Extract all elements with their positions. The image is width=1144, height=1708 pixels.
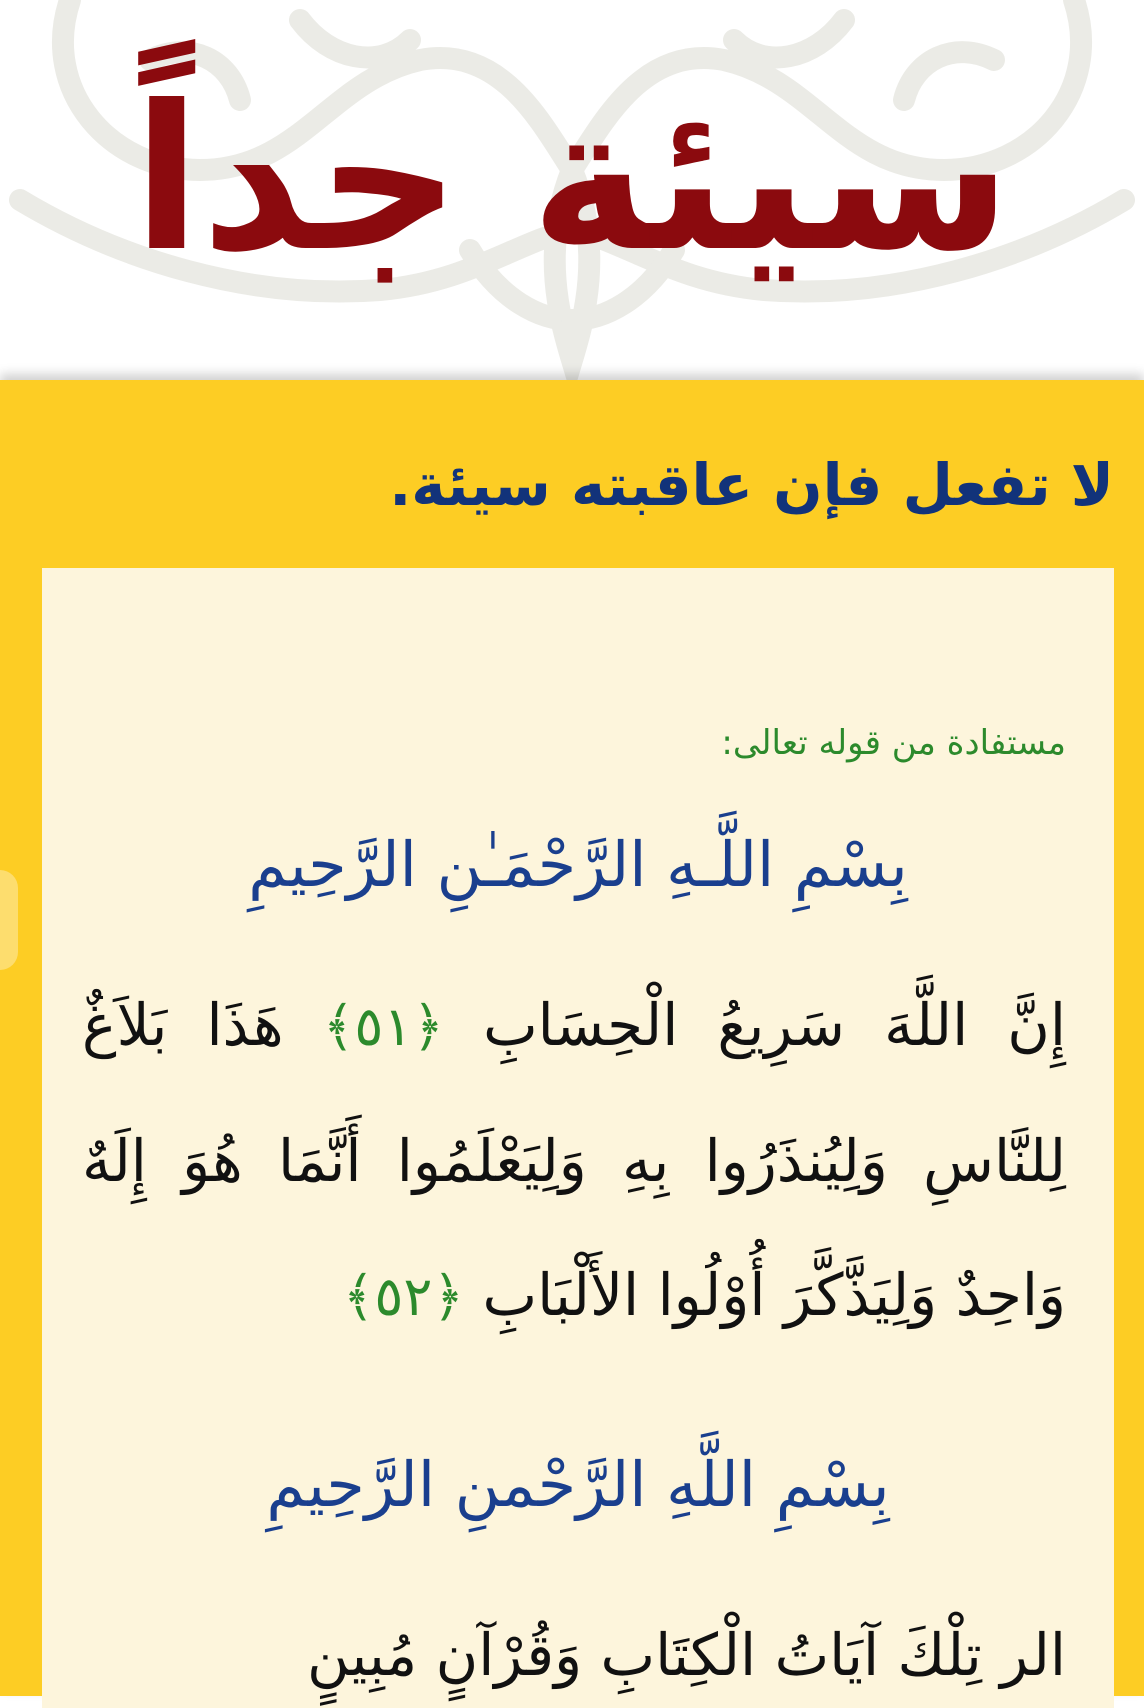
verses-block — [82, 958, 1066, 1364]
page-title: سيئة جداً — [132, 63, 1012, 296]
verse-number-mark: ﴿٥٢﴾ — [342, 1265, 465, 1328]
basmala-heading: بِسْمِ اللَّـهِ الرَّحْمَـٰنِ الرَّحِيمِ — [248, 828, 908, 901]
advice-subtitle: لا تفعل فإن عاقبته سيئة. — [389, 451, 1114, 519]
header-banner — [0, 0, 1144, 380]
content-section — [0, 380, 1144, 1696]
next-verse-text: الر تِلْكَ آيَاتُ الْكِتَابِ وَقُرْآنٍ مُبِينٍ — [307, 1621, 1066, 1689]
side-handle[interactable] — [0, 870, 18, 970]
source-label: مستفادة من قوله تعالى: — [721, 723, 1066, 763]
verse-52-text: هَذَا بَلاَغٌ لِلنَّاسِ وَلِيُنذَرُوا بِهِ وَلِيَعْلَمُوا أَنَّمَا هُوَ إِلَهٌ وَاحِدٌ وَلِيَذَّكَّرَ أُوْلُوا الأَلْبَابِ — [82, 991, 1066, 1329]
basmala-heading: بِسْمِ اللَّهِ الرَّحْمنِ الرَّحِيمِ — [266, 1448, 890, 1521]
verse-51-text: إِنَّ اللَّهَ سَرِيعُ الْحِسَابِ — [483, 991, 1066, 1059]
verse-number-mark: ﴿٥١﴾ — [322, 995, 444, 1058]
quran-card — [42, 568, 1114, 1708]
